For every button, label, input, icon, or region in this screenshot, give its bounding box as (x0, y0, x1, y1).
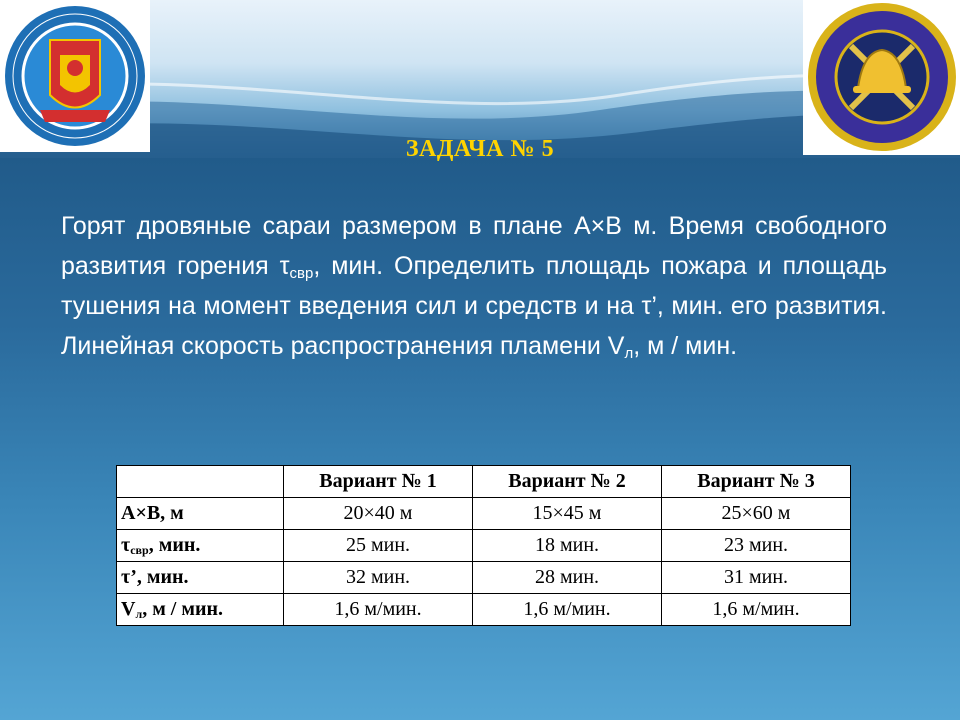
table-cell: 25×60 м (662, 498, 851, 530)
table-cell: 32 мин. (284, 562, 473, 594)
table-cell: 15×45 м (473, 498, 662, 530)
table-row (117, 594, 851, 626)
row-label (117, 594, 284, 626)
row-label-after: , м / мин. (142, 598, 224, 620)
task-subscript-svr: свр (289, 265, 314, 282)
task-text-part2: , мин. Определить площадь пожара и площадь тушения на момент введения сил и средств и на τ’, мин. его развития. Линейная скорость распространения пламени V (61, 252, 888, 360)
task-subscript-l: л (624, 345, 634, 362)
row-label-sub: л (135, 607, 143, 621)
table-cell: 1,6 м/мин. (662, 594, 851, 626)
university-emblem-icon (0, 0, 150, 152)
row-label-after: , мин. (148, 534, 201, 556)
table-cell: 31 мин. (662, 562, 851, 594)
table-cell: 20×40 м (284, 498, 473, 530)
task-text-part3: , м / мин. (633, 332, 738, 360)
table-cell: 23 мин. (662, 530, 851, 562)
table-row (117, 498, 851, 530)
table-cell: 25 мин. (284, 530, 473, 562)
task-description (61, 206, 887, 366)
task-title: ЗАДАЧА № 5 (405, 136, 555, 162)
row-label (117, 498, 284, 530)
table-cell: 18 мин. (473, 530, 662, 562)
row-label-text: τ (121, 534, 131, 556)
row-label-text: V (121, 598, 136, 620)
table-header-cell: Вариант № 2 (473, 466, 662, 498)
row-label (117, 562, 284, 594)
university-logo (0, 0, 150, 152)
table-header-cell: Вариант № 1 (284, 466, 473, 498)
table-row (117, 530, 851, 562)
table-header-row (117, 466, 851, 498)
table-cell: 28 мин. (473, 562, 662, 594)
table-cell: 1,6 м/мин. (284, 594, 473, 626)
table-header-cell (117, 466, 284, 498)
row-label-text: τ’, мин. (121, 566, 189, 588)
table-header-cell: Вариант № 3 (662, 466, 851, 498)
row-label (117, 530, 284, 562)
variants-table (116, 465, 851, 626)
task-text-part1: Горят дровяные сараи размером в плане А×В м. Время свободного развития горения τ (61, 212, 887, 280)
row-label-text: А×В, м (121, 502, 184, 524)
table-row (117, 562, 851, 594)
table-cell: 1,6 м/мин. (473, 594, 662, 626)
fire-helmet-emblem-icon (803, 0, 960, 155)
row-label-sub: свр (130, 543, 149, 557)
fire-academy-logo (803, 0, 960, 155)
